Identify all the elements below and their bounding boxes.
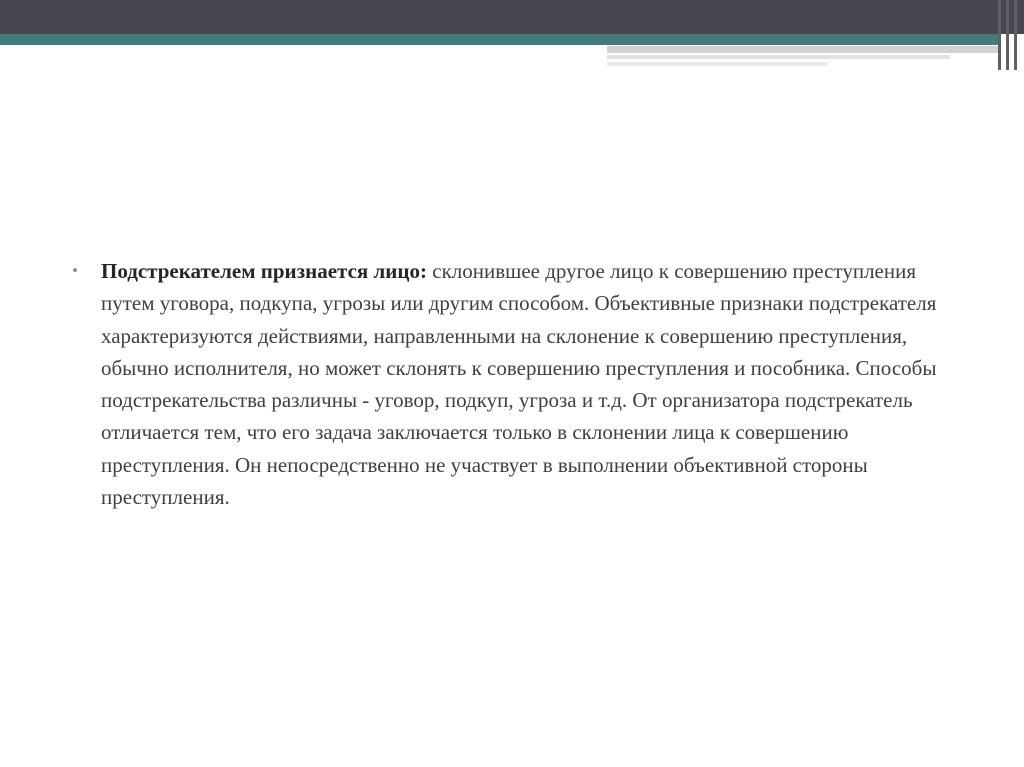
slide-content — [72, 255, 967, 513]
header-band — [0, 0, 1024, 34]
bullet-term: Подстрекателем признается лицо: — [101, 259, 427, 283]
teal-stripe — [0, 34, 1000, 45]
bullet-text: склонившее другое лицо к совершению преступления путем уговора, подкупа, угрозы или другим способом. Объективные признаки подстрекателя характеризуются действиями, направленными на склонение к совершению преступления, обычно исполнителя, но может склонять к совершению преступления и пособника. Способы подстрекательства различны - уговор, подкуп, угроза и т.д. От организатора подстрекатель отличается тем, что его задача заключается только в склонении лица к совершению преступления. Он непосредственно не участвует в выполнении объективной стороны преступления. — [101, 259, 937, 510]
bullet-icon: • — [72, 261, 78, 280]
decor-stripe — [607, 62, 827, 66]
bullet-item — [72, 255, 967, 513]
edge-decor — [996, 0, 1024, 70]
decor-stripe — [607, 55, 950, 59]
decor-stripe — [607, 46, 1000, 53]
